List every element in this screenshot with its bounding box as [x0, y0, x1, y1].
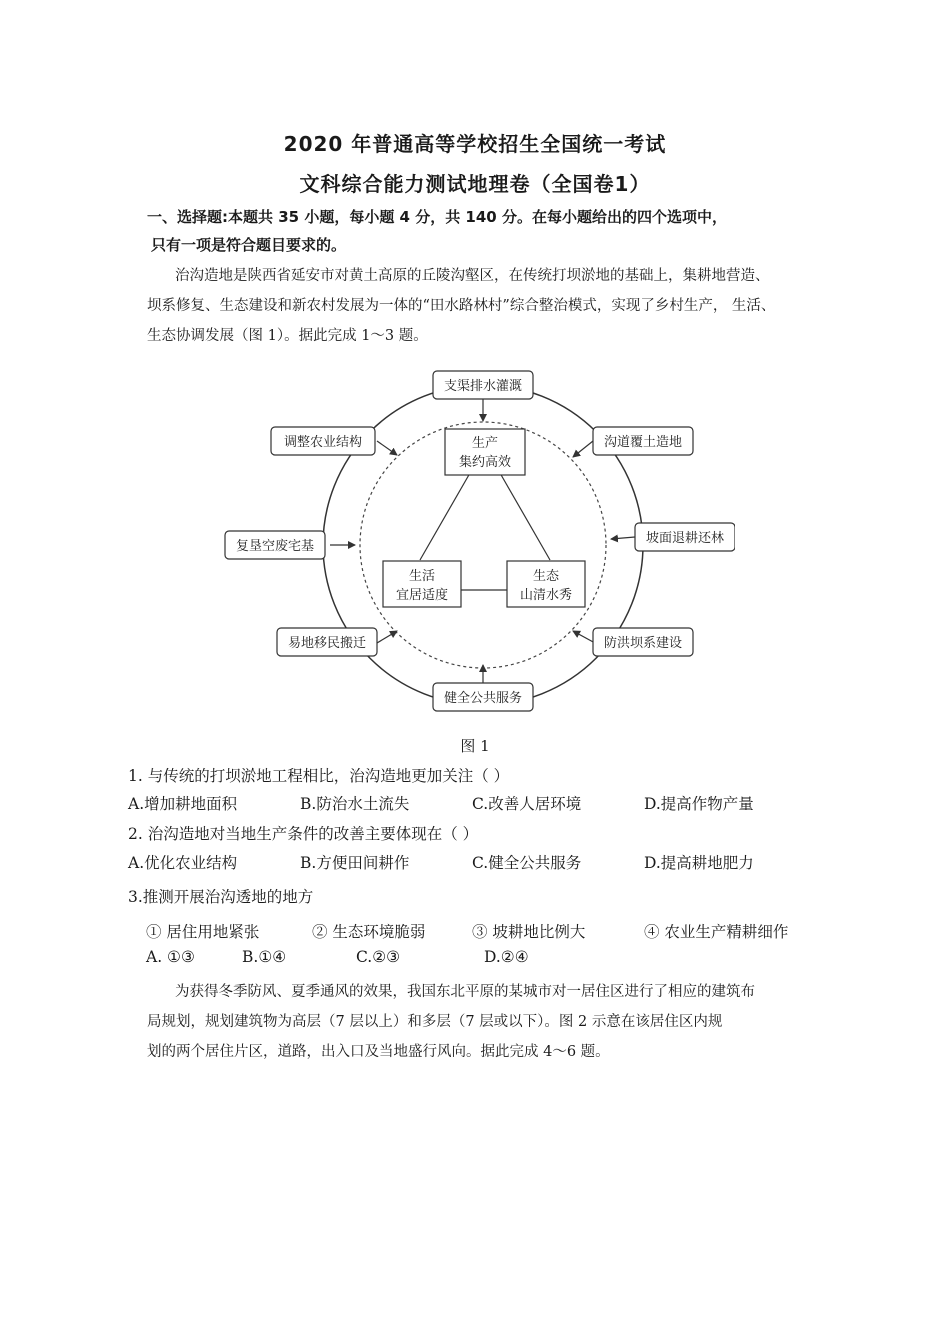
question-2-option-a: A.优化农业结构: [128, 854, 238, 872]
passage2-line1: 为获得冬季防风、夏季通风的效果，我国东北平原的某城市对一居住区进行了相应的建筑布: [175, 984, 755, 1000]
svg-text:生活: 生活: [408, 569, 436, 584]
page-title-line1: 2020 年普通高等学校招生全国统一考试: [283, 132, 667, 156]
question-3-option-c: C.②③: [356, 948, 401, 966]
outer-box-right: [635, 523, 735, 551]
page-title-line2: 文科综合能力测试地理卷（全国卷1）: [299, 172, 651, 196]
svg-text:支渠排水灌溉: 支渠排水灌溉: [443, 379, 523, 394]
svg-text:生产: 生产: [471, 436, 499, 451]
svg-text:调整农业结构: 调整农业结构: [283, 435, 363, 450]
section-heading-line2: 只有一项是符合题目要求的。: [151, 236, 347, 254]
passage2-line2: 局规划，规划建筑物为高层（7 层以上）和多层（7 层或以下）。图 2 示意在该居住区内规: [147, 1014, 723, 1030]
question-1-option-b: B.防治水土流失: [300, 795, 410, 813]
figure1-diagram: [215, 365, 735, 725]
figure1-caption: 图 1: [460, 737, 490, 755]
outer-box-upper-left: [271, 427, 375, 455]
arrow-lower-right: [573, 631, 595, 643]
arrow-upper-right: [573, 441, 593, 457]
svg-text:山清水秀: 山清水秀: [519, 588, 573, 603]
question-2-option-c: C.健全公共服务: [472, 854, 582, 872]
outer-box-upper-right: [593, 427, 693, 455]
question-1-option-a: A.增加耕地面积: [128, 795, 238, 813]
inner-box-production: [445, 429, 525, 475]
question-3-option-a: A. ①③: [146, 948, 195, 966]
svg-text:易地移民搬迁: 易地移民搬迁: [287, 636, 367, 651]
question-1-option-c: C.改善人居环境: [472, 795, 582, 813]
question-1-stem: 1. 与传统的打坝淤地工程相比，治沟造地更加关注（ ）: [128, 767, 510, 785]
svg-text:防洪坝系建设: 防洪坝系建设: [603, 636, 683, 651]
question-2-stem: 2. 治沟造地对当地生产条件的改善主要体现在（ ）: [128, 825, 479, 843]
svg-text:坡面退耕还林: 坡面退耕还林: [645, 531, 725, 546]
question-3-item-2: ② 生态环境脆弱: [312, 923, 426, 941]
svg-text:健全公共服务: 健全公共服务: [443, 691, 523, 706]
arrow-right: [611, 537, 635, 539]
arrow-upper-left: [377, 441, 397, 455]
question-3-item-1: ① 居住用地紧张: [146, 923, 260, 941]
passage2-line3: 划的两个居住片区，道路，出入口及当地盛行风向。据此完成 4～6 题。: [147, 1044, 610, 1060]
section-heading-line1: 一、选择题:本题共 35 小题，每小题 4 分，共 140 分。在每小题给出的四个选项中，: [147, 208, 727, 226]
arrow-lower-left: [377, 631, 397, 643]
svg-text:宜居适度: 宜居适度: [395, 588, 449, 603]
svg-text:集约高效: 集约高效: [458, 455, 512, 470]
question-3-stem: 3.推测开展治沟透地的地方: [128, 888, 314, 906]
question-3-item-4: ④ 农业生产精耕细作: [644, 923, 789, 941]
outer-box-bottom: [433, 683, 533, 711]
passage1-line2: 坝系修复、生态建设和新农村发展为一体的“田水路林村”综合整治模式，实现了乡村生产， 生活、: [147, 298, 776, 314]
outer-box-lower-right: [593, 628, 693, 656]
link-production-ecology: [500, 473, 550, 560]
question-2-option-d: D.提高耕地肥力: [644, 854, 754, 872]
question-3-item-3: ③ 坡耕地比例大: [472, 923, 586, 941]
passage1-line1: 治沟造地是陕西省延安市对黄土高原的丘陵沟壑区，在传统打坝淤地的基础上，集耕地营造、: [175, 268, 770, 284]
outer-box-lower-left: [277, 628, 377, 656]
inner-box-living: [383, 561, 461, 607]
link-production-living: [420, 473, 470, 560]
passage1-line3: 生态协调发展（图 1）。据此完成 1～3 题。: [147, 328, 428, 344]
svg-text:复垦空废宅基: 复垦空废宅基: [235, 539, 315, 554]
outer-box-top: [433, 371, 533, 399]
svg-text:沟道覆土造地: 沟道覆土造地: [603, 435, 683, 450]
question-2-option-b: B.方便田间耕作: [300, 854, 410, 872]
svg-text:生态: 生态: [532, 569, 560, 584]
outer-box-left: [225, 531, 325, 559]
question-1-option-d: D.提高作物产量: [644, 795, 754, 813]
inner-box-ecology: [507, 561, 585, 607]
question-3-option-b: B.①④: [242, 948, 287, 966]
question-3-option-d: D.②④: [484, 948, 529, 966]
